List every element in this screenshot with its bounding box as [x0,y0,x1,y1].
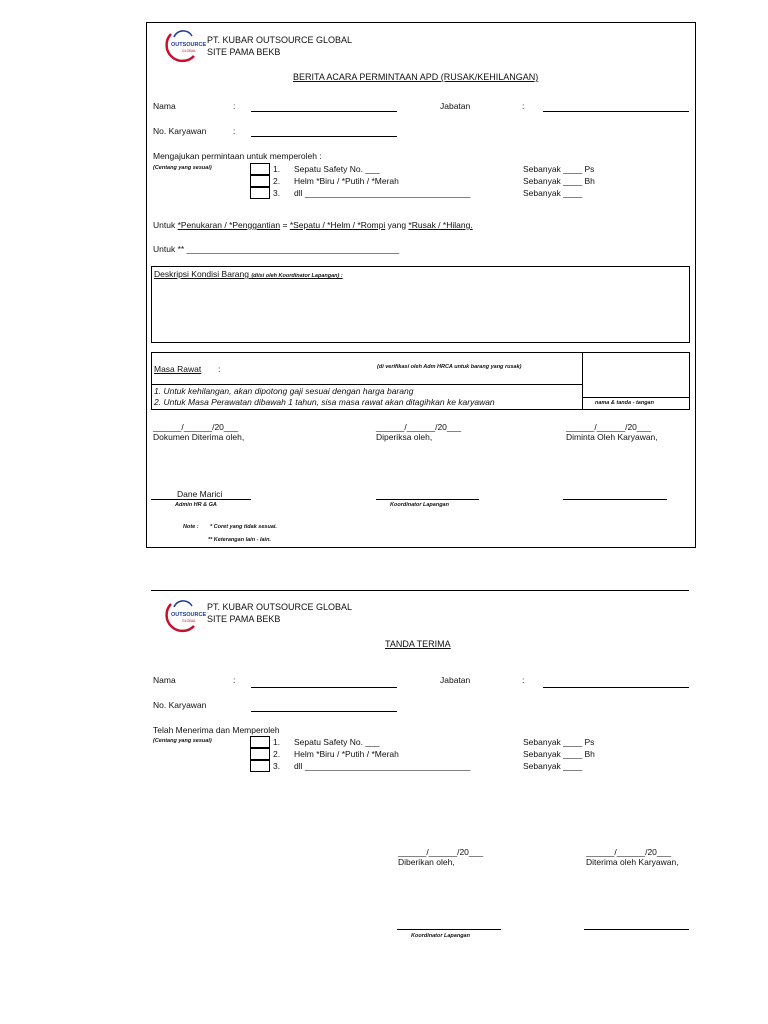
masa-rawat-divider-v [582,352,583,409]
jabatan-label: Jabatan [440,101,471,111]
sig3-line[interactable] [563,499,667,500]
nokar-colon: : [233,126,236,136]
item2b-no: 2. [273,749,281,759]
item3b-qty: Sebanyak ____ [523,761,583,771]
nama-field[interactable] [251,111,397,112]
item1-qty: Sebanyak ____ Ps [523,164,595,174]
rule-2: 2. Untuk Masa Perawatan dibawah 1 tahun, sisa masa rawat akan ditagihkan ke karyawan [154,397,495,407]
sig1-date: ______/______/20___ [153,422,239,432]
centang2-note: (Centang yang sesuai) [153,738,212,744]
item1-checkbox[interactable] [250,163,270,175]
item3-checkbox[interactable] [250,187,270,199]
jabatan-colon: : [522,101,525,111]
note-label: Note : [183,524,199,530]
item3b-checkbox[interactable] [250,760,270,772]
nokar2-field[interactable] [251,711,397,712]
nokar-field[interactable] [251,136,397,137]
untuk-line2: Untuk ** _____________________________________________ [153,244,400,254]
separator-line [151,590,689,591]
sig2-line[interactable] [376,499,479,500]
ttd-divider-h [583,397,689,398]
nokar-label: No. Karyawan [153,126,207,136]
sig2-label: Diperiksa oleh, [376,432,433,442]
sig1-label: Dokumen Diterima oleh, [153,432,245,442]
masa-rawat-colon: : [218,364,221,374]
sig2-role: Koordinator Lapangan [390,502,449,508]
sig1-role: Admin HR & GA [175,502,217,508]
logo-text-bottom: GLOBAL [182,49,197,53]
item3-no: 3. [273,188,281,198]
logo2-text-top: OUTSOURCE [171,612,207,618]
item3-text: dll ___________________________________ [294,188,471,198]
company-name-2: PT. KUBAR OUTSOURCE GLOBAL [207,602,353,612]
rule-1: 1. Untuk kehilangan, akan dipotong gaji sesuai dengan harga barang [154,386,414,396]
item2b-qty: Sebanyak ____ Bh [523,749,595,759]
item1b-no: 1. [273,737,281,747]
item2b-checkbox[interactable] [250,748,270,760]
sig5-date: ______/______/20___ [586,847,672,857]
item3b-no: 3. [273,761,281,771]
untuk-line1: Untuk *Penukaran / *Penggantian = *Sepatu / *Helm / *Rompi yang *Rusak / *Hilang. [153,220,473,230]
item2-checkbox[interactable] [250,175,270,187]
company-site: SITE PAMA BEKB [207,47,281,57]
item1-text: Sepatu Safety No. ___ [294,164,380,174]
note-2: ** Keterangan lain - lain. [208,537,271,543]
company-logo [162,30,207,60]
item3b-text: dll ___________________________________ [294,761,471,771]
nama2-colon: : [233,675,236,685]
logo2-text-bottom: GLOBAL [182,619,197,623]
deskripsi-label: Deskripsi Kondisi Barang (diisi oleh Koordinator Lapangan) : [154,269,343,279]
jabatan-field[interactable] [543,111,689,112]
sig4-date: ______/______/20___ [398,847,484,857]
sig1-name: Dane Marici [177,489,223,499]
nama-colon: : [233,101,236,111]
item2b-text: Helm *Biru / *Putih / *Merah [294,749,399,759]
jabatan2-colon: : [522,675,525,685]
nama2-field[interactable] [251,687,397,688]
form2-title: TANDA TERIMA [385,639,451,649]
sig5-line[interactable] [584,929,689,930]
sig1-line[interactable] [151,499,251,500]
masa-rawat-divider-h [151,384,583,385]
receive-intro: Telah Menerima dan Memperoleh [153,725,280,735]
item1b-text: Sepatu Safety No. ___ [294,737,380,747]
request-intro: Mengajukan permintaan untuk memperoleh : [153,151,322,161]
nama-label: Nama [153,101,176,111]
item2-text: Helm *Biru / *Putih / *Merah [294,176,399,186]
note-1: * Coret yang tidak sesuai. [210,524,277,530]
sig4-role: Koordinator Lapangan [411,933,470,939]
logo-text-top: OUTSOURCE [171,42,207,48]
form1-title: BERITA ACARA PERMINTAAN APD (RUSAK/KEHILANGAN) [293,72,539,82]
company-name: PT. KUBAR OUTSOURCE GLOBAL [207,35,353,45]
verif-note: (di verifikasi oleh Adm HRCA untuk barang yang rusak) [377,364,522,370]
sig2-date: ______/______/20___ [376,422,462,432]
nokar2-label: No. Karyawan [153,700,207,710]
sig4-label: Diberikan oleh, [398,857,455,867]
nama2-label: Nama [153,675,176,685]
company-site-2: SITE PAMA BEKB [207,614,281,624]
item3-qty: Sebanyak ____ [523,188,583,198]
item1b-checkbox[interactable] [250,736,270,748]
item1b-qty: Sebanyak ____ Ps [523,737,595,747]
item2-no: 2. [273,176,281,186]
company-logo-2 [162,600,207,630]
sig3-label: Diminta Oleh Karyawan, [566,432,658,442]
sig3-date: ______/______/20___ [566,422,652,432]
masa-rawat-label: Masa Rawat [154,364,202,374]
jabatan2-label: Jabatan [440,675,471,685]
centang-note: (Centang yang sesuai) [153,165,212,171]
item1-no: 1. [273,164,281,174]
sig5-label: Diterima oleh Karyawan, [586,857,679,867]
nama-ttd-label: nama & tanda - tangan [595,400,654,406]
item2-qty: Sebanyak ____ Bh [523,176,595,186]
jabatan2-field[interactable] [543,687,689,688]
sig4-line[interactable] [397,929,501,930]
